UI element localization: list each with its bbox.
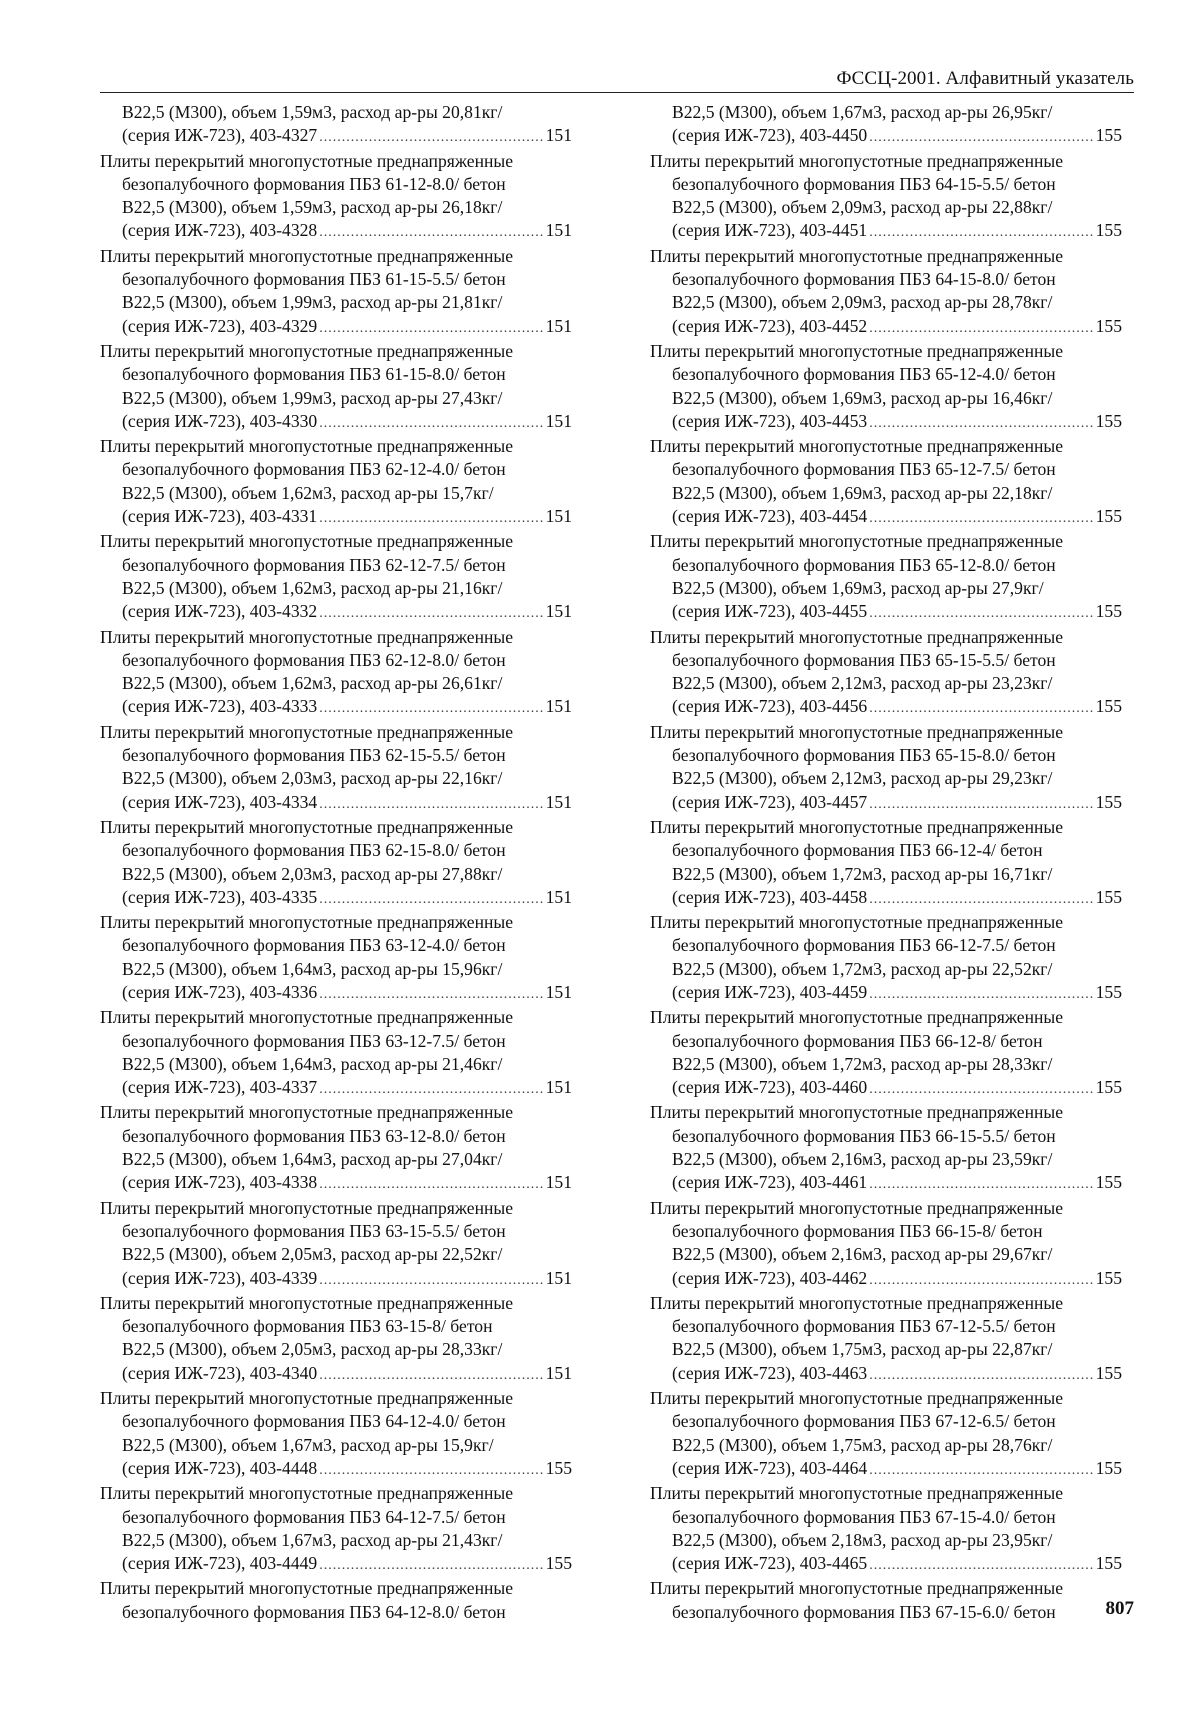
entry-page-number: 151: [545, 1172, 572, 1193]
entry-line: В22,5 (М300), объем 1,62м3, расход ар-ры 21,16кг/: [122, 577, 503, 598]
entry-line: В22,5 (М300), объем 1,72м3, расход ар-ры 16,71кг/: [672, 863, 1053, 884]
entry-line: В22,5 (М300), объем 1,64м3, расход ар-ры 21,46кг/: [122, 1053, 503, 1074]
entry-page-number: 155: [1095, 886, 1122, 907]
index-entry: [100, 721, 572, 816]
entry-line: В22,5 (М300), объем 2,03м3, расход ар-ры 22,16кг/: [122, 768, 503, 789]
index-entry: [650, 1101, 1122, 1196]
entry-reference: (серия ИЖ-723), 403-4334: [122, 791, 318, 812]
entry-line: безопалубочного формования ПБЗ 62-12-8.0/ бетон: [122, 649, 506, 670]
entry-page-number: 151: [545, 1362, 572, 1383]
entry-reference-line: [650, 1267, 1122, 1292]
index-entry: [650, 1006, 1122, 1101]
entry-reference: (серия ИЖ-723), 403-4465: [672, 1553, 868, 1574]
entry-line: Плиты перекрытий многопустотные преднапряженные: [650, 912, 1064, 933]
entry-page-number: 151: [545, 506, 572, 527]
entry-line: В22,5 (М300), объем 1,67м3, расход ар-ры 15,9кг/: [122, 1434, 494, 1455]
entry-page-number: 151: [545, 601, 572, 622]
entry-reference-line: [100, 1076, 572, 1101]
entry-page-number: 155: [1095, 1457, 1122, 1478]
dot-leader: [319, 507, 543, 530]
entry-page-number: 155: [1095, 1362, 1122, 1383]
entry-line: В22,5 (М300), объем 2,05м3, расход ар-ры 22,52кг/: [122, 1244, 503, 1265]
entry-page-number: 151: [545, 315, 572, 336]
entry-reference-line: [650, 791, 1122, 816]
entry-page-number: 155: [1095, 981, 1122, 1002]
entry-line: Плиты перекрытий многопустотные преднапряженные: [650, 1578, 1064, 1599]
entry-line: В22,5 (М300), объем 2,12м3, расход ар-ры 23,23кг/: [672, 673, 1053, 694]
dot-leader: [319, 1173, 543, 1196]
dot-leader: [869, 221, 1093, 244]
entry-page-number: 155: [1095, 125, 1122, 146]
entry-reference: (серия ИЖ-723), 403-4451: [672, 220, 868, 241]
entry-reference: (серия ИЖ-723), 403-4463: [672, 1362, 868, 1383]
entry-page-number: 151: [545, 981, 572, 1002]
index-entry: [100, 1197, 572, 1292]
entry-line: Плиты перекрытий многопустотные преднапряженные: [100, 150, 514, 171]
entry-page-number: 151: [545, 125, 572, 146]
entry-reference: (серия ИЖ-723), 403-4455: [672, 601, 868, 622]
dot-leader: [869, 983, 1093, 1006]
entry-reference: (серия ИЖ-723), 403-4458: [672, 886, 868, 907]
entry-line: В22,5 (М300), объем 1,69м3, расход ар-ры 22,18кг/: [672, 482, 1053, 503]
entry-line: безопалубочного формования ПБЗ 61-15-8.0/ бетон: [122, 364, 506, 385]
index-entry: [100, 1577, 572, 1624]
entry-line: безопалубочного формования ПБЗ 62-12-4.0/ бетон: [122, 459, 506, 480]
dot-leader: [319, 126, 543, 149]
continuation-entry: [650, 101, 1122, 150]
entry-line: В22,5 (М300), объем 2,05м3, расход ар-ры 28,33кг/: [122, 1339, 503, 1360]
dot-leader: [319, 983, 543, 1006]
dot-leader: [869, 1554, 1093, 1577]
entry-line: В22,5 (М300), объем 1,62м3, расход ар-ры 15,7кг/: [122, 482, 494, 503]
dot-leader: [319, 1269, 543, 1292]
index-entry: [100, 530, 572, 625]
dot-leader: [869, 1364, 1093, 1387]
index-entry: [650, 1292, 1122, 1387]
entry-line: безопалубочного формования ПБЗ 65-15-8.0/ бетон: [672, 745, 1056, 766]
entry-line: В22,5 (М300), объем 2,12м3, расход ар-ры 29,23кг/: [672, 768, 1053, 789]
index-entry: [650, 530, 1122, 625]
entry-reference: (серия ИЖ-723), 403-4329: [122, 315, 318, 336]
index-entry: [100, 1387, 572, 1482]
entry-line: безопалубочного формования ПБЗ 61-12-8.0/ бетон: [122, 173, 506, 194]
dot-leader: [869, 126, 1093, 149]
entry-line: Плиты перекрытий многопустотные преднапряженные: [100, 1292, 514, 1313]
entry-line: безопалубочного формования ПБЗ 65-12-4.0/ бетон: [672, 364, 1056, 385]
index-entry: [100, 816, 572, 911]
entry-line: В22,5 (М300), объем 2,16м3, расход ар-ры 29,67кг/: [672, 1244, 1053, 1265]
entry-line: В22,5 (М300), объем 1,72м3, расход ар-ры 28,33кг/: [672, 1053, 1053, 1074]
entry-reference: (серия ИЖ-723), 403-4337: [122, 1077, 318, 1098]
entry-page-number: 155: [545, 1553, 572, 1574]
index-entry: [100, 1482, 572, 1577]
entry-line: безопалубочного формования ПБЗ 66-15-8/ бетон: [672, 1220, 1043, 1241]
entry-page-number: 155: [545, 1457, 572, 1478]
dot-leader: [869, 317, 1093, 340]
entry-line: В22,5 (М300), объем 1,75м3, расход ар-ры 28,76кг/: [672, 1434, 1053, 1455]
entry-reference-line: [100, 1362, 572, 1387]
entry-line: безопалубочного формования ПБЗ 64-12-4.0/ бетон: [122, 1411, 506, 1432]
entry-line: В22,5 (М300), объем 1,99м3, расход ар-ры 21,81кг/: [122, 292, 503, 313]
entry-reference: (серия ИЖ-723), 403-4461: [672, 1172, 868, 1193]
entry-line: Плиты перекрытий многопустотные преднапряженные: [100, 721, 514, 742]
entry-reference: (серия ИЖ-723), 403-4464: [672, 1457, 868, 1478]
entry-page-number: 151: [545, 886, 572, 907]
dot-leader: [319, 1364, 543, 1387]
entry-page-number: 151: [545, 1267, 572, 1288]
entry-line: Плиты перекрытий многопустотные преднапряженные: [100, 1578, 514, 1599]
entry-reference-line: [100, 1552, 572, 1577]
entry-line: Плиты перекрытий многопустотные преднапряженные: [100, 436, 514, 457]
entry-line: безопалубочного формования ПБЗ 63-12-7.5/ бетон: [122, 1030, 506, 1051]
entry-line: В22,5 (М300), объем 1,99м3, расход ар-ры 27,43кг/: [122, 387, 503, 408]
entry-reference-line: [100, 219, 572, 244]
index-entry: [650, 150, 1122, 245]
continuation-entry: [100, 101, 572, 150]
entry-reference: (серия ИЖ-723), 403-4457: [672, 791, 868, 812]
entry-line: В22,5 (М300), объем 1,67м3, расход ар-ры 26,95кг/: [672, 102, 1053, 122]
entry-line: безопалубочного формования ПБЗ 66-12-4/ бетон: [672, 840, 1043, 861]
index-entry: [100, 911, 572, 1006]
entry-page-number: 155: [1095, 601, 1122, 622]
entry-line: безопалубочного формования ПБЗ 67-12-6.5/ бетон: [672, 1411, 1056, 1432]
left-column: [100, 101, 572, 1624]
dot-leader: [319, 888, 543, 911]
entry-page-number: 155: [1095, 506, 1122, 527]
entry-line: безопалубочного формования ПБЗ 63-12-8.0/ бетон: [122, 1125, 506, 1146]
entry-reference: (серия ИЖ-723), 403-4459: [672, 981, 868, 1002]
entry-reference-line: [100, 1171, 572, 1196]
entry-page-number: 155: [1095, 791, 1122, 812]
dot-leader: [319, 221, 543, 244]
entry-reference-line: [100, 981, 572, 1006]
entry-reference-line: [650, 1552, 1122, 1577]
entry-line: Плиты перекрытий многопустотные преднапряженные: [650, 531, 1064, 552]
index-entry: [650, 1482, 1122, 1577]
entry-reference-line: [650, 695, 1122, 720]
index-entry: [650, 816, 1122, 911]
entry-page-number: 155: [1095, 220, 1122, 241]
entry-line: В22,5 (М300), объем 1,64м3, расход ар-ры 15,96кг/: [122, 958, 503, 979]
entry-line: безопалубочного формования ПБЗ 66-12-7.5/ бетон: [672, 935, 1056, 956]
entry-line: Плиты перекрытий многопустотные преднапряженные: [650, 1007, 1064, 1028]
entry-page-number: 155: [1095, 696, 1122, 717]
entry-reference-line: [650, 886, 1122, 911]
dot-leader: [869, 1078, 1093, 1101]
entry-page-number: 155: [1095, 1172, 1122, 1193]
entry-line: безопалубочного формования ПБЗ 61-15-5.5/ бетон: [122, 269, 506, 290]
entry-reference: (серия ИЖ-723), 403-4330: [122, 410, 318, 431]
index-entry: [100, 1101, 572, 1196]
entry-reference: (серия ИЖ-723), 403-4338: [122, 1172, 318, 1193]
entry-reference: (серия ИЖ-723), 403-4456: [672, 696, 868, 717]
entry-line: Плиты перекрытий многопустотные преднапряженные: [650, 1102, 1064, 1123]
entry-reference-line: [650, 219, 1122, 244]
entry-line: Плиты перекрытий многопустотные преднапряженные: [650, 340, 1064, 361]
entry-line: Плиты перекрытий многопустотные преднапряженные: [100, 531, 514, 552]
entry-line: Плиты перекрытий многопустотные преднапряженные: [650, 436, 1064, 457]
entry-reference: (серия ИЖ-723), 403-4336: [122, 981, 318, 1002]
index-entry: [100, 340, 572, 435]
index-entry: [650, 435, 1122, 530]
entry-line: Плиты перекрытий многопустотные преднапряженные: [100, 626, 514, 647]
entry-line: безопалубочного формования ПБЗ 65-12-7.5/ бетон: [672, 459, 1056, 480]
entry-line: безопалубочного формования ПБЗ 64-15-5.5/ бетон: [672, 173, 1056, 194]
entry-line: Плиты перекрытий многопустотные преднапряженные: [100, 1007, 514, 1028]
entry-line: безопалубочного формования ПБЗ 62-15-5.5/ бетон: [122, 745, 506, 766]
entry-reference: (серия ИЖ-723), 403-4331: [122, 506, 318, 527]
index-entry: [100, 150, 572, 245]
index-entry: [650, 1387, 1122, 1482]
entry-reference: (серия ИЖ-723), 403-4448: [122, 1457, 318, 1478]
entry-line: безопалубочного формования ПБЗ 64-12-8.0/ бетон: [122, 1601, 506, 1622]
entry-line: безопалубочного формования ПБЗ 63-15-8/ бетон: [122, 1316, 493, 1337]
entry-line: В22,5 (М300), объем 2,18м3, расход ар-ры 23,95кг/: [672, 1529, 1053, 1550]
page-number: 807: [1105, 1598, 1134, 1619]
entry-reference-line: [100, 791, 572, 816]
entry-reference-line: [100, 410, 572, 435]
index-entry: [650, 1577, 1122, 1624]
entry-reference: (серия ИЖ-723), 403-4450: [672, 125, 868, 146]
dot-leader: [319, 793, 543, 816]
dot-leader: [869, 793, 1093, 816]
entry-line: безопалубочного формования ПБЗ 64-12-7.5/ бетон: [122, 1506, 506, 1527]
dot-leader: [869, 1269, 1093, 1292]
dot-leader: [869, 888, 1093, 911]
entry-line: безопалубочного формования ПБЗ 63-15-5.5/ бетон: [122, 1220, 506, 1241]
entry-line: безопалубочного формования ПБЗ 62-15-8.0/ бетон: [122, 840, 506, 861]
entry-line: Плиты перекрытий многопустотные преднапряженные: [650, 1292, 1064, 1313]
dot-leader: [319, 602, 543, 625]
entry-reference-line: [650, 124, 1122, 149]
entry-line: безопалубочного формования ПБЗ 66-12-8/ бетон: [672, 1030, 1043, 1051]
entry-line: Плиты перекрытий многопустотные преднапряженные: [650, 1388, 1064, 1409]
dot-leader: [869, 507, 1093, 530]
entry-line: Плиты перекрытий многопустотные преднапряженные: [100, 245, 514, 266]
entry-reference: (серия ИЖ-723), 403-4332: [122, 601, 318, 622]
entry-reference-line: [650, 1457, 1122, 1482]
entry-line: Плиты перекрытий многопустотные преднапряженные: [650, 626, 1064, 647]
entry-reference-line: [650, 981, 1122, 1006]
entry-page-number: 151: [545, 1077, 572, 1098]
entry-line: безопалубочного формования ПБЗ 67-15-6.0/ бетон: [672, 1601, 1056, 1622]
dot-leader: [869, 1459, 1093, 1482]
entry-line: безопалубочного формования ПБЗ 63-12-4.0/ бетон: [122, 935, 506, 956]
entry-line: безопалубочного формования ПБЗ 66-15-5.5/ бетон: [672, 1125, 1056, 1146]
dot-leader: [319, 1459, 543, 1482]
entry-line: Плиты перекрытий многопустотные преднапряженные: [100, 340, 514, 361]
entry-reference: (серия ИЖ-723), 403-4462: [672, 1267, 868, 1288]
entry-page-number: 155: [1095, 410, 1122, 431]
index-entry: [650, 245, 1122, 340]
entry-line: В22,5 (М300), объем 1,59м3, расход ар-ры 20,81кг/: [122, 102, 503, 122]
entry-line: безопалубочного формования ПБЗ 65-12-8.0/ бетон: [672, 554, 1056, 575]
dot-leader: [319, 1554, 543, 1577]
entry-reference-line: [100, 1267, 572, 1292]
entry-reference-line: [100, 886, 572, 911]
entry-reference-line: [650, 1171, 1122, 1196]
entry-line: Плиты перекрытий многопустотные преднапряженные: [100, 816, 514, 837]
entry-reference-line: [100, 1457, 572, 1482]
index-entry: [650, 340, 1122, 435]
entry-line: В22,5 (М300), объем 2,03м3, расход ар-ры 27,88кг/: [122, 863, 503, 884]
entry-line: В22,5 (М300), объем 1,69м3, расход ар-ры 27,9кг/: [672, 577, 1044, 598]
entry-reference: (серия ИЖ-723), 403-4340: [122, 1362, 318, 1383]
page-header: [100, 66, 1134, 93]
index-entry: [100, 435, 572, 530]
entry-line: В22,5 (М300), объем 1,72м3, расход ар-ры 22,52кг/: [672, 958, 1053, 979]
entry-page-number: 155: [1095, 1553, 1122, 1574]
entry-line: Плиты перекрытий многопустотные преднапряженные: [100, 912, 514, 933]
dot-leader: [319, 317, 543, 340]
entry-page-number: 151: [545, 410, 572, 431]
entry-reference: (серия ИЖ-723), 403-4328: [122, 220, 318, 241]
entry-line: безопалубочного формования ПБЗ 67-12-5.5/ бетон: [672, 1316, 1056, 1337]
header-title: ФССЦ-2001. Алфавитный указатель: [836, 68, 1134, 89]
entry-reference-line: [100, 600, 572, 625]
dot-leader: [869, 697, 1093, 720]
entry-reference: (серия ИЖ-723), 403-4454: [672, 506, 868, 527]
entry-reference: (серия ИЖ-723), 403-4452: [672, 315, 868, 336]
entry-reference-line: [100, 124, 572, 149]
entry-line: В22,5 (М300), объем 2,09м3, расход ар-ры 22,88кг/: [672, 197, 1053, 218]
entry-page-number: 151: [545, 220, 572, 241]
entry-reference-line: [650, 315, 1122, 340]
entry-line: Плиты перекрытий многопустотные преднапряженные: [650, 1483, 1064, 1504]
entry-reference-line: [650, 1362, 1122, 1387]
index-entry: [100, 1006, 572, 1101]
index-entry: [100, 1292, 572, 1387]
entry-reference: (серия ИЖ-723), 403-4335: [122, 886, 318, 907]
index-entry: [650, 721, 1122, 816]
entry-reference-line: [100, 315, 572, 340]
entry-line: Плиты перекрытий многопустотные преднапряженные: [650, 1197, 1064, 1218]
entry-reference: (серия ИЖ-723), 403-4460: [672, 1077, 868, 1098]
entry-line: Плиты перекрытий многопустотные преднапряженные: [650, 721, 1064, 742]
entry-line: Плиты перекрытий многопустотные преднапряженные: [100, 1197, 514, 1218]
entry-line: В22,5 (М300), объем 1,69м3, расход ар-ры 16,46кг/: [672, 387, 1053, 408]
entry-page-number: 155: [1095, 1077, 1122, 1098]
entry-reference-line: [650, 505, 1122, 530]
index-entry: [650, 626, 1122, 721]
index-entry: [650, 1197, 1122, 1292]
entry-reference: (серия ИЖ-723), 403-4453: [672, 410, 868, 431]
entry-line: В22,5 (М300), объем 1,62м3, расход ар-ры 26,61кг/: [122, 673, 503, 694]
entry-line: Плиты перекрытий многопустотные преднапряженные: [100, 1102, 514, 1123]
entry-line: безопалубочного формования ПБЗ 67-15-4.0/ бетон: [672, 1506, 1056, 1527]
entry-line: В22,5 (М300), объем 1,59м3, расход ар-ры 26,18кг/: [122, 197, 503, 218]
dot-leader: [319, 697, 543, 720]
entry-reference: (серия ИЖ-723), 403-4333: [122, 696, 318, 717]
entry-line: В22,5 (М300), объем 2,16м3, расход ар-ры 23,59кг/: [672, 1149, 1053, 1170]
entry-reference-line: [650, 1076, 1122, 1101]
entry-line: Плиты перекрытий многопустотные преднапряженные: [650, 245, 1064, 266]
entry-reference-line: [650, 410, 1122, 435]
dot-leader: [319, 1078, 543, 1101]
right-column: [650, 101, 1122, 1624]
entry-reference: (серия ИЖ-723), 403-4339: [122, 1267, 318, 1288]
entry-reference: (серия ИЖ-723), 403-4449: [122, 1553, 318, 1574]
index-entry: [100, 245, 572, 340]
dot-leader: [869, 1173, 1093, 1196]
entry-line: Плиты перекрытий многопустотные преднапряженные: [650, 816, 1064, 837]
entry-reference-line: [650, 600, 1122, 625]
entry-reference-line: [100, 505, 572, 530]
entry-line: В22,5 (М300), объем 1,75м3, расход ар-ры 22,87кг/: [672, 1339, 1053, 1360]
entry-line: В22,5 (М300), объем 1,67м3, расход ар-ры 21,43кг/: [122, 1529, 503, 1550]
entry-reference: (серия ИЖ-723), 403-4327: [122, 125, 318, 146]
entry-line: безопалубочного формования ПБЗ 62-12-7.5/ бетон: [122, 554, 506, 575]
entry-page-number: 155: [1095, 1267, 1122, 1288]
dot-leader: [869, 602, 1093, 625]
entry-page-number: 155: [1095, 315, 1122, 336]
entry-line: Плиты перекрытий многопустотные преднапряженные: [100, 1483, 514, 1504]
dot-leader: [869, 412, 1093, 435]
entry-line: безопалубочного формования ПБЗ 64-15-8.0/ бетон: [672, 269, 1056, 290]
entry-line: В22,5 (М300), объем 1,64м3, расход ар-ры 27,04кг/: [122, 1149, 503, 1170]
entry-page-number: 151: [545, 696, 572, 717]
entry-line: безопалубочного формования ПБЗ 65-15-5.5/ бетон: [672, 649, 1056, 670]
index-entry: [650, 911, 1122, 1006]
entry-line: Плиты перекрытий многопустотные преднапряженные: [100, 1388, 514, 1409]
entry-line: Плиты перекрытий многопустотные преднапряженные: [650, 150, 1064, 171]
entry-reference-line: [100, 695, 572, 720]
entry-page-number: 151: [545, 791, 572, 812]
index-entry: [100, 626, 572, 721]
dot-leader: [319, 412, 543, 435]
entry-line: В22,5 (М300), объем 2,09м3, расход ар-ры 28,78кг/: [672, 292, 1053, 313]
